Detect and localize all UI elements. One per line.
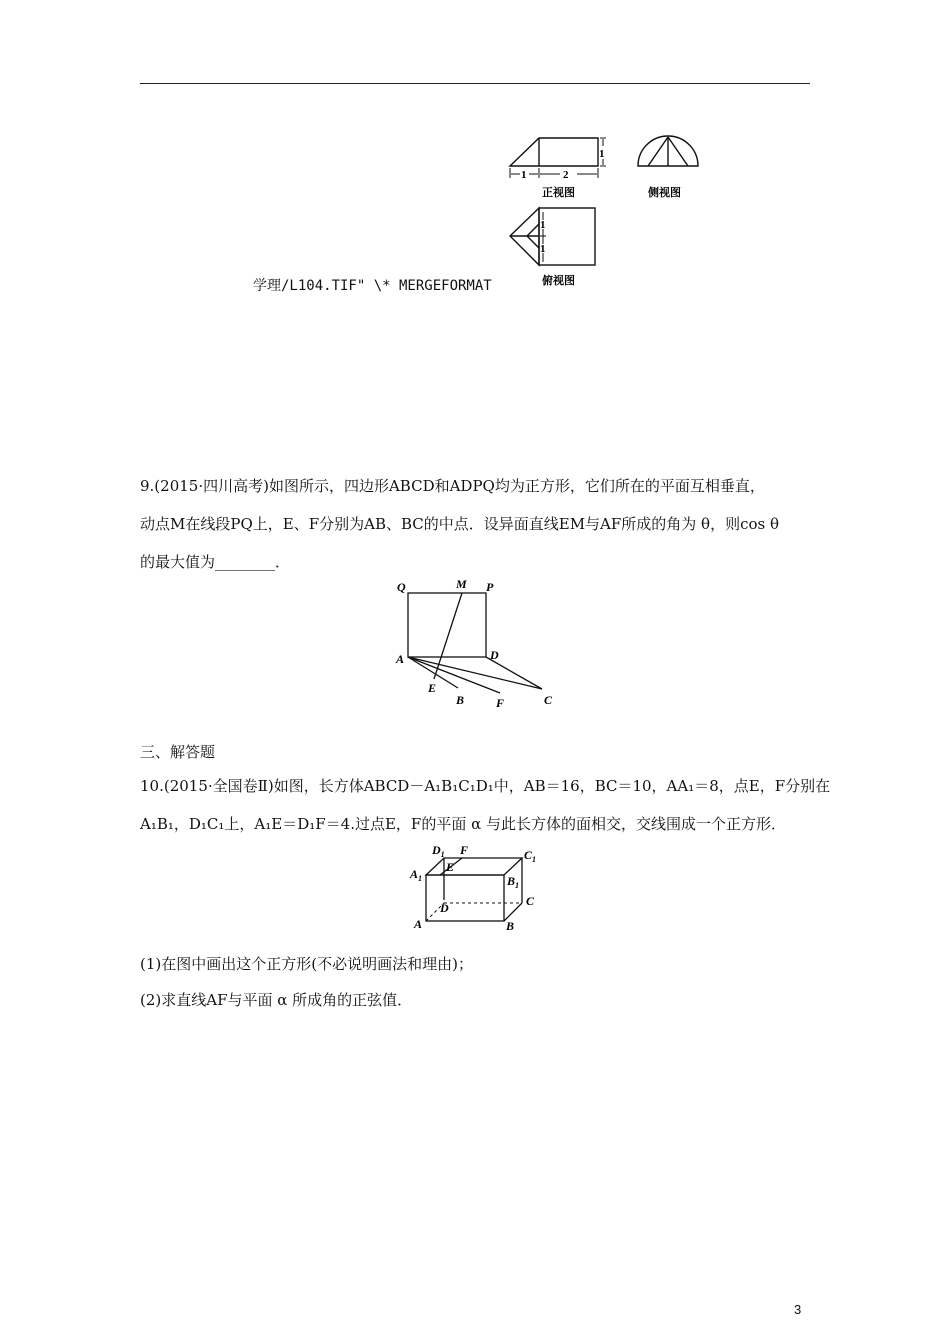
- point-p: P: [486, 580, 494, 594]
- dim-h-label: 1: [599, 148, 605, 160]
- point-a: A: [396, 652, 405, 666]
- q9-line-2: 动点M在线段PQ上，E、F分别为AB、BC的中点．设异面直线EM与AF所成的角为 θ，则cos θ: [140, 515, 780, 533]
- side-view-label: 侧视图: [648, 187, 681, 199]
- header-rule: [140, 83, 810, 84]
- q10-line-2: A₁B₁，D₁C₁上，A₁E＝D₁F＝4.过点E，F的平面 α 与此长方体的面相交，交线围成一个正方形．: [140, 815, 786, 833]
- q9-figure: [392, 576, 562, 712]
- point-d1: $D_1$: [432, 843, 445, 859]
- dim-2-label: 2: [563, 169, 569, 181]
- dim-1-label: 1: [521, 169, 527, 181]
- point-d: D: [490, 648, 499, 662]
- q9-line-3: 的最大值为________．: [140, 553, 291, 571]
- point-b1: $B_1$: [507, 874, 520, 890]
- three-view-figure: [500, 128, 720, 293]
- point-c: C: [544, 693, 553, 707]
- q9-line-1: 9.(2015·四川高考)如图所示，四边形ABCD和ADPQ均为正方形，它们所在的平面互相垂直，: [140, 477, 765, 495]
- point-m: M: [456, 577, 467, 591]
- point-d10: D: [440, 901, 449, 915]
- front-view: [510, 138, 598, 166]
- point-b: B: [456, 693, 465, 707]
- q10-figure: [404, 840, 554, 936]
- point-a1: $A_1$: [410, 867, 423, 883]
- section-heading: 三、解答题: [140, 743, 216, 761]
- point-c1: $C_1$: [524, 848, 537, 864]
- point-e: E: [428, 681, 437, 695]
- point-q: Q: [397, 580, 406, 594]
- point-b10: B: [506, 919, 515, 933]
- top-view: [510, 208, 595, 265]
- side-view: [638, 136, 698, 166]
- point-f: F: [496, 696, 505, 710]
- front-view-label: 正视图: [542, 187, 575, 199]
- figure-reference: 学理/L104.TIF" \* MERGEFORMAT: [253, 278, 492, 294]
- dim-t1-label: 1: [540, 219, 546, 231]
- q10-part-2: (2)求直线AF与平面 α 所成角的正弦值．: [140, 991, 413, 1009]
- point-f10: F: [460, 843, 469, 857]
- top-view-label: 俯视图: [542, 275, 575, 287]
- q10-part-1: (1)在图中画出这个正方形(不必说明画法和理由)；: [140, 955, 473, 973]
- dim-t2-label: 1: [540, 243, 546, 255]
- point-e10: E: [446, 860, 455, 874]
- point-c10: C: [526, 894, 535, 908]
- q10-line-1: 10.(2015·全国卷Ⅱ)如图，长方体ABCD－A₁B₁C₁D₁中，AB＝16，BC＝10，AA₁＝8，点E，F分别在: [140, 777, 831, 795]
- point-a10: A: [414, 917, 423, 931]
- page-number: 3: [794, 1302, 802, 1317]
